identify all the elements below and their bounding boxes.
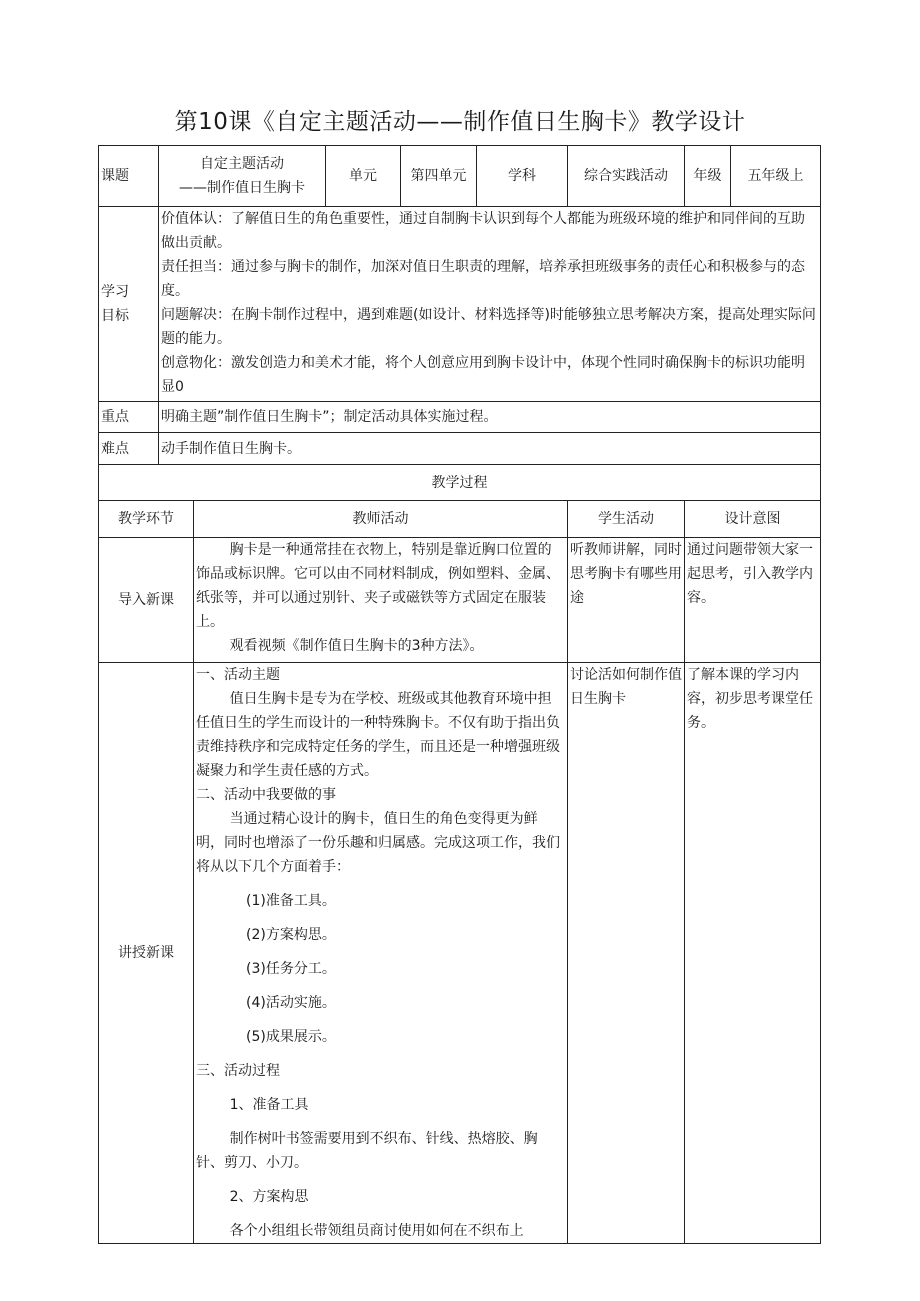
lesson-paragraph-2: 当通过精心设计的胸卡，值日生的角色变得更为鲜明，同时也增添了一份乐趣和归属感。完成这项工作，我们将从以下几个方面着手： [196, 811, 560, 875]
lesson-row [99, 663, 821, 1244]
lesson-subheading-2: 2、方案构思 [229, 1189, 309, 1205]
lesson-step: (4)活动实施。 [246, 995, 336, 1011]
subject-value: 综合实践活动 [568, 146, 685, 207]
lesson-intent: 了解本课的学习内容，初步思考课堂任务。 [685, 663, 821, 1244]
intro-teacher [194, 538, 568, 663]
intro-row [99, 538, 821, 663]
col-student-header: 学生活动 [568, 501, 685, 538]
topic-label: 课题 [99, 146, 159, 207]
lesson-heading-1: 一、活动主题 [196, 667, 280, 683]
intro-intent: 通过问题带领大家一起思考，引入教学内容。 [685, 538, 821, 663]
goals-row [99, 207, 821, 402]
process-heading: 教学过程 [99, 465, 821, 501]
col-intent-header: 设计意图 [685, 501, 821, 538]
lesson-step: (5)成果展示。 [246, 1029, 336, 1045]
lesson-teacher [194, 663, 568, 1244]
goals-content [159, 207, 821, 402]
unit-value: 第四单元 [401, 146, 477, 207]
lesson-subheading-1: 1、准备工具 [229, 1097, 309, 1113]
unit-label: 单元 [326, 146, 401, 207]
topic-value-line1: 自定主题活动 [200, 156, 284, 172]
grade-value: 五年级上 [731, 146, 821, 207]
grade-label: 年级 [685, 146, 731, 207]
lesson-paragraph-3: 制作树叶书签需要用到不织布、针线、热熔胶、胸针、剪刀、小刀。 [196, 1131, 538, 1171]
lesson-step: (2)方案构思。 [246, 927, 336, 943]
key-label: 重点 [99, 402, 159, 433]
subject-label: 学科 [477, 146, 568, 207]
key-value: 明确主题”制作值日生胸卡”；制定活动具体实施过程。 [159, 402, 821, 433]
lesson-stage: 讲授新课 [99, 663, 194, 1244]
intro-student: 听教师讲解，同时思考胸卡有哪些用途 [568, 538, 685, 663]
goal-item: 问题解决：在胸卡制作过程中，遇到难题(如设计、材料选择等)时能够独立思考解决方案，提高处理实际问题的能力。 [161, 307, 816, 347]
process-heading-row [99, 465, 821, 501]
key-row [99, 402, 821, 433]
document-title: 第10课《自定主题活动——制作值日生胸卡》教学设计 [174, 109, 746, 135]
intro-stage: 导入新课 [99, 538, 194, 663]
difficult-label: 难点 [99, 433, 159, 465]
lesson-paragraph-1: 值日生胸卡是专为在学校、班级或其他教育环境中担任值日生的学生而设计的一种特殊胸卡。不仅有助于指出负责维持秩序和完成特定任务的学生，而且还是一种增强班级凝聚力和学生责任感的方式。 [196, 691, 560, 779]
lesson-paragraph-4: 各个小组组长带领组员商讨使用如何在不织布上 [229, 1223, 524, 1239]
lesson-student: 讨论活如何制作值日生胸卡 [568, 663, 685, 1244]
lesson-heading-3: 三、活动过程 [196, 1063, 280, 1079]
intro-teacher-p1: 胸卡是一种通常挂在衣物上，特别是靠近胸口位置的饰品或标识牌。它可以由不同材料制成，例如塑料、金属、纸张等，并可以通过别针、夹子或磁铁等方式固定在服装上。 [196, 542, 560, 630]
topic-value-line2: ——制作值日生胸卡 [179, 180, 305, 196]
lesson-heading-2: 二、活动中我要做的事 [196, 787, 336, 803]
goals-label-line2: 目标 [101, 308, 129, 324]
goal-item: 价值体认：了解值日生的角色重要性，通过自制胸卡认识到每个人都能为班级环境的维护和同伴间的互助做出贡献。 [161, 211, 805, 251]
intro-teacher-p2: 观看视频《制作值日生胸卡的3种方法》。 [229, 638, 484, 654]
lesson-plan-table [98, 145, 821, 1244]
goal-item: 责任担当：通过参与胸卡的制作，加深对值日生职责的理解，培养承担班级事务的责任心和积极参与的态度。 [161, 259, 805, 299]
topic-value [159, 146, 326, 207]
difficult-row [99, 433, 821, 465]
difficult-value: 动手制作值日生胸卡。 [159, 433, 821, 465]
lesson-step: (1)准备工具。 [246, 893, 336, 909]
goals-label-line1: 学习 [101, 284, 129, 300]
col-stage-header: 教学环节 [99, 501, 194, 538]
info-row [99, 146, 821, 207]
process-header-row [99, 501, 821, 538]
lesson-step: (3)任务分工。 [246, 961, 336, 977]
goals-label [99, 207, 159, 402]
col-teacher-header: 教师活动 [194, 501, 568, 538]
goal-item: 创意物化：激发创造力和美术才能，将个人创意应用到胸卡设计中，体现个性同时确保胸卡的标识功能明显0 [161, 355, 805, 395]
